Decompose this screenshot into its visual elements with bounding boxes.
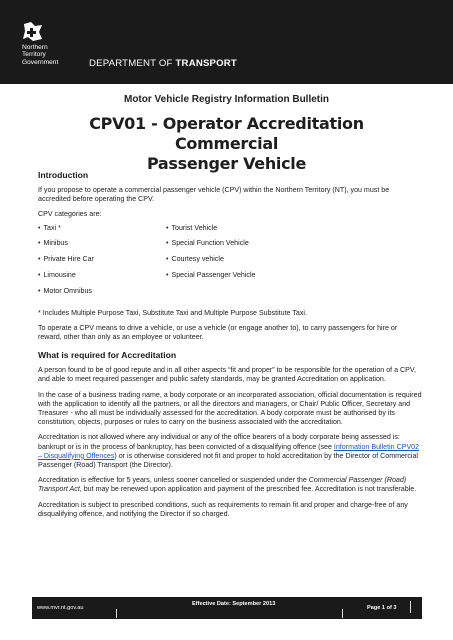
nt-emblem-icon (22, 22, 44, 42)
title-line: CPV01 - Operator Accreditation Commercial (89, 114, 364, 153)
bulletin-body (38, 170, 422, 525)
page-title (40, 114, 413, 174)
dept-bold: TRANSPORT (175, 58, 237, 69)
logo-line: Government (22, 58, 59, 66)
requirement-paragraph (38, 476, 422, 494)
footer-divider (116, 609, 117, 618)
logo-wordmark (22, 44, 92, 66)
list-item: • Taxi * (38, 224, 166, 233)
text-run: Accreditation is effective for 5 years, unless sooner cancelled or suspended under the (38, 476, 309, 485)
nt-government-logo (22, 22, 92, 74)
page-header (0, 0, 453, 84)
category-column (166, 224, 366, 303)
bulletin-label: Motor Vehicle Registry Information Bulletin (123, 94, 330, 105)
category-list (38, 224, 422, 303)
act-title: Commercial Passenger (Road) Transport Act (38, 476, 407, 494)
requirement-paragraph: Accreditation is subject to prescribed conditions, such as requirements to remain fit and proper and charge-free of any disqualifying offence, and notifying the Director if so charged. (38, 500, 408, 518)
department-name (89, 58, 237, 69)
list-item: • Tourist Vehicle (166, 224, 366, 233)
requirement-paragraph: A person found to be of good repute and in all other aspects “fit and proper” to be responsible for the operation of a CPV, and able to meet required passenger and public safety standards, may be granted Accreditation on application. (38, 366, 416, 384)
logo-line: Northern (22, 44, 48, 51)
footer-divider (410, 601, 411, 613)
list-item: • Limousine (38, 271, 166, 280)
categories-label: CPV categories are: (38, 210, 102, 219)
dept-prefix: DEPARTMENT OF (89, 58, 176, 69)
section-heading-introduction: Introduction (38, 170, 89, 180)
text-run: , but may be renewed upon application and payment of the prescribed fee. Accreditation is not transferable. (79, 485, 417, 494)
list-item: • Motor Omnibus (38, 287, 166, 296)
list-item: • Special Function Vehicle (166, 239, 366, 248)
logo-line: Territory (22, 51, 46, 59)
requirement-paragraph (38, 433, 422, 470)
list-item: • Private Hire Car (38, 255, 166, 264)
intro-paragraph: If you propose to operate a commercial passenger vehicle (CPV) within the Northern Territory (NT), you must be accredited before operating the CPV. (38, 186, 390, 204)
list-item: • Minibus (38, 239, 166, 248)
list-item: • Special Passenger Vehicle (166, 271, 366, 280)
operate-definition: To operate a CPV means to drive a vehicle, or use a vehicle (or engage another to), to carry passengers for hire or reward, other than only as an employee or volunteer. (38, 323, 398, 341)
footer-divider (342, 609, 343, 618)
text-run: Accreditation is not allowed where any individual or any of the office bearers of a body corporate being assessed is: bankrupt or is in the process of bankruptcy, has been convicted of a disqualifying offence (see (38, 433, 400, 451)
footer-effective-date: Effective Date: September 2013 (192, 601, 276, 607)
list-item: • Courtesy vehicle (166, 255, 366, 264)
footer-url[interactable]: www.mvr.nt.gov.au (37, 605, 84, 611)
text-run: ) or is otherwise considered not fit and proper to hold accreditation by the Director of Commercial Passenger (Road) Transport (the Director). (38, 451, 418, 469)
title-line: Passenger Vehicle (146, 154, 307, 173)
footer-page-number: Page 1 of 3 (367, 605, 397, 611)
section-heading-requirements: What is required for Accreditation (38, 350, 177, 361)
page-footer (32, 597, 422, 619)
categories-footnote: * Includes Multiple Purpose Taxi, Substitute Taxi and Multiple Purpose Substitute Taxi. (38, 308, 307, 317)
requirement-paragraph: In the case of a business trading name, a body corporate or an incorporated association, official documentation is required with the application to identify all the partners, or all the directors and managers, or Chair/ Public Officer, Secretary and Treasurer - who all must be individually assessed for the accreditation. A body corporate must be authorised by its constitution, objects, purposes or rules to carry on the business associated with the accreditation. (38, 390, 422, 427)
category-column (38, 224, 166, 303)
disqualifying-offences-link[interactable]: Information Bulletin CPV02 – Disqualifying Offences (38, 442, 420, 460)
